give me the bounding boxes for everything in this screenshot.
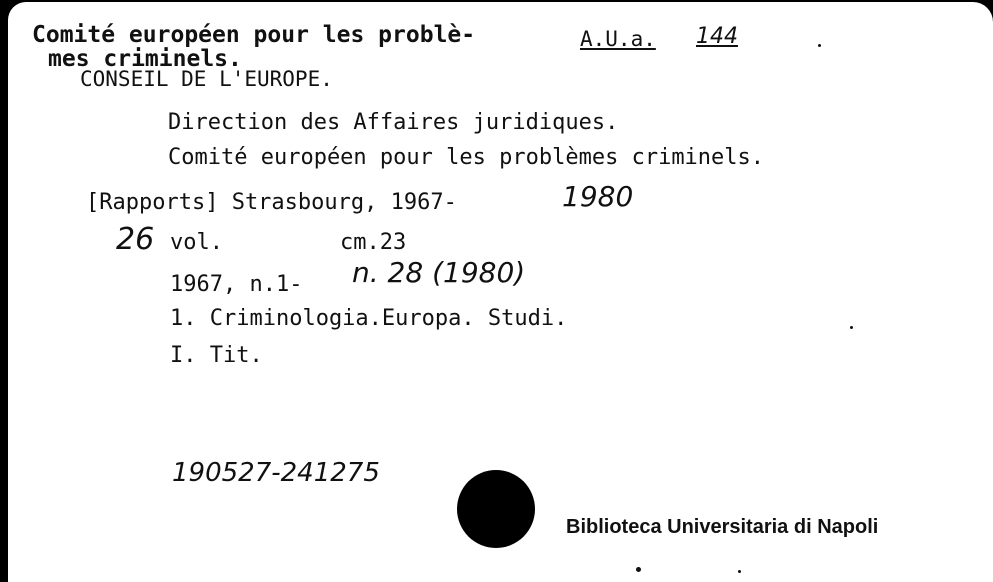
ink-speck <box>738 570 741 573</box>
holdings-end-handwritten: n. 28 (1980) <box>352 256 526 289</box>
volume-count-handwritten: 26 <box>116 222 155 257</box>
inventory-number-handwritten: 190527-241275 <box>172 458 380 488</box>
imprint-end-year-handwritten: 1980 <box>562 180 634 213</box>
ink-stamp-dot <box>457 470 535 548</box>
call-number: A.U.a. <box>580 27 656 51</box>
holdings-start: 1967, n.1- <box>170 272 303 297</box>
volume-label: vol. <box>170 230 223 255</box>
heading-line-1: Comité européen pour les problè- <box>32 22 476 48</box>
subdivision-line: Direction des Affaires juridiques. <box>168 110 619 135</box>
ink-speck <box>818 44 821 47</box>
author-heading: CONSEIL DE L'EUROPE. <box>80 67 333 91</box>
library-stamp-text: Biblioteca Universitaria di Napoli <box>566 516 879 538</box>
card-edge-shadow <box>0 0 8 582</box>
committee-line: Comité européen pour les problèmes criminels. <box>168 145 765 170</box>
size-label: cm.23 <box>340 230 407 255</box>
title-entry: I. Tit. <box>170 343 263 368</box>
subject-entry: 1. Criminologia.Europa. Studi. <box>170 306 568 331</box>
call-number-handwritten: 144 <box>696 24 738 49</box>
ink-speck <box>636 567 641 572</box>
heading-line-2: mes criminels. <box>48 46 242 72</box>
imprint-line: [Rapports] Strasbourg, 1967- <box>86 190 457 215</box>
ink-speck <box>850 326 853 329</box>
